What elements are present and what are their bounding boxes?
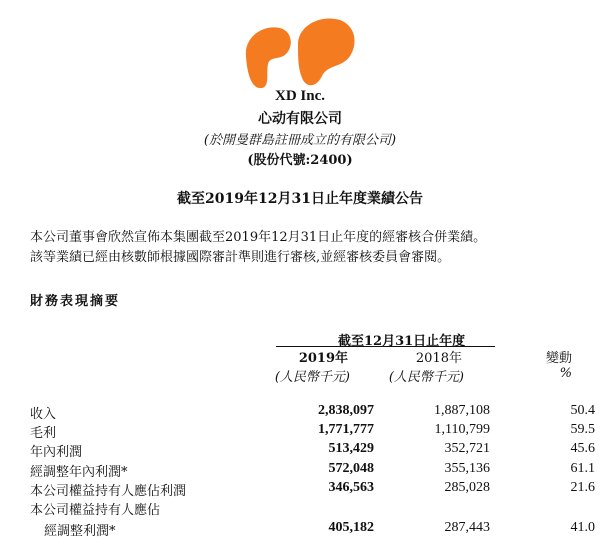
row-label: 年內利潤	[30, 445, 83, 460]
value-2018: 1,110,799	[434, 422, 490, 437]
table-row	[30, 441, 600, 459]
col-head-2018: 2018年	[415, 351, 462, 366]
period-header: 截至12月31日止年度	[338, 334, 466, 349]
company-name-zh: 心动有限公司	[258, 111, 342, 127]
row-label: 毛利	[30, 426, 57, 441]
xd-logo	[240, 14, 358, 94]
table-row	[30, 422, 600, 440]
logo-left-lobe	[246, 27, 291, 88]
value-2018: 355,136	[444, 461, 490, 476]
value-2019: 346,563	[328, 480, 374, 495]
value-2018: 1,887,108	[434, 403, 490, 418]
value-2018: 285,028	[444, 480, 490, 495]
col-unit-2019: (人民幣千元)	[274, 370, 350, 385]
row-label: 本公司權益持有人應佔利潤	[30, 484, 187, 499]
logo-right-lobe	[298, 18, 355, 85]
col-head-change: 變動	[545, 351, 572, 366]
financial-summary-heading: 財務表現摘要	[30, 294, 121, 309]
intro-line-2: 該等業績已經由核數師根據國際審計準則進行審核,並經審核委員會審閱。	[30, 250, 451, 265]
stock-code: (股份代號:2400)	[247, 153, 353, 168]
value-2019: 2,838,097	[318, 403, 374, 418]
value-2019: 1,771,777	[318, 422, 374, 437]
value-change: 59.5	[570, 422, 595, 437]
value-change: 50.4	[570, 403, 595, 418]
value-change: 41.0	[570, 520, 595, 535]
table-row	[30, 520, 600, 538]
value-2018: 287,443	[444, 520, 490, 535]
row-label: 經調整利潤*	[44, 524, 116, 539]
value-2018: 352,721	[444, 441, 490, 456]
value-change: 45.6	[570, 441, 595, 456]
incorporation-note: (於開曼群島註冊成立的有限公司)	[203, 133, 397, 148]
table-row	[30, 461, 600, 479]
table-row	[30, 480, 600, 498]
col-unit-change: %	[559, 366, 572, 381]
value-change: 21.6	[570, 480, 595, 495]
row-label: 經調整年內利潤*	[30, 465, 128, 480]
row-label: 收入	[30, 407, 57, 422]
intro-line-1: 本公司董事會欣然宣佈本集團截至2019年12月31日止年度的經審核合併業績。	[30, 230, 487, 245]
col-head-2019: 2019年	[298, 351, 348, 366]
announcement-title: 截至2019年12月31日止年度業績公告	[177, 191, 423, 207]
intro-paragraph	[30, 228, 600, 268]
value-2019: 405,182	[328, 520, 374, 535]
value-2019: 513,429	[328, 441, 374, 456]
value-2019: 572,048	[328, 461, 374, 476]
company-name-en: XD Inc.	[274, 88, 325, 104]
table-row	[30, 403, 600, 421]
col-unit-2018: (人民幣千元)	[388, 370, 464, 385]
value-change: 61.1	[570, 461, 595, 476]
table-row	[30, 499, 600, 517]
row-label: 本公司權益持有人應佔	[30, 503, 161, 518]
